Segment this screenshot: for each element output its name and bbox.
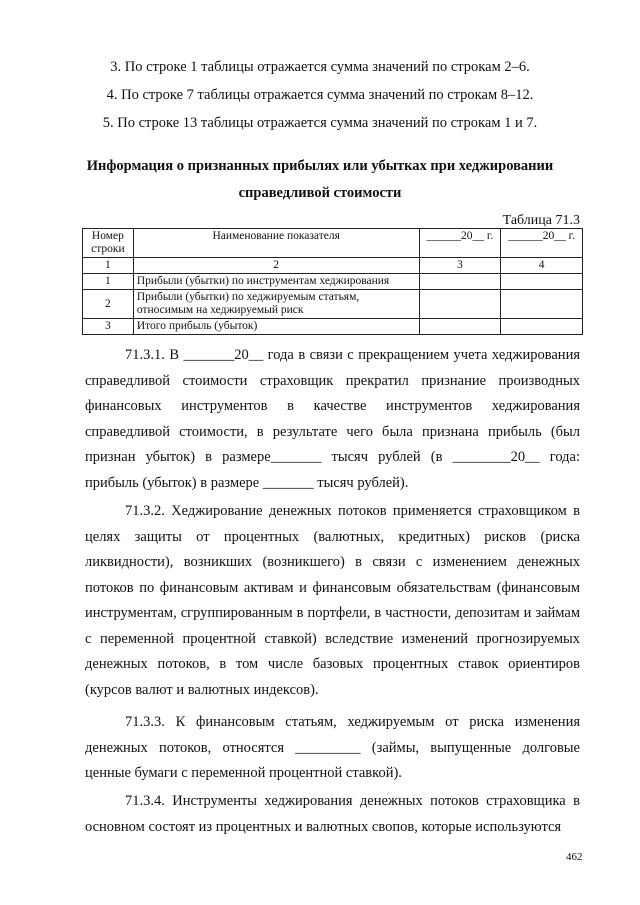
paragraph-71-3-3 <box>85 710 580 787</box>
table-caption: Таблица 71.3 <box>502 213 580 228</box>
table-row <box>83 274 583 290</box>
row-num: 3 <box>83 319 134 335</box>
paragraph-text: 71.3.2. Хеджирование денежных потоков применяется страховщиком в целях защиты от процентных (валютных, кредитных) рисков (риска ликвидности), возникших (возникшего) в связи с изменением денежных потоков по финансовым активам и финансовым обязательствам (финансовым инструментам, сгруппированным в портфели, в частности, депозитам и займам с переменной процентной ставкой) вследствие изменений прогнозируемых денежных потоков, в том числе базовых процентных ставок ориентиров (курсов валют и валютных индексов). <box>85 503 580 698</box>
paragraph-71-3-1 <box>85 343 580 496</box>
row-name: Итого прибыль (убыток) <box>133 319 419 335</box>
index-cell: 2 <box>133 258 419 274</box>
paragraph-text: 71.3.4. Инструменты хеджирования денежных потоков страховщика в основном состоят из процентных и валютных свопов, которые используются <box>85 793 580 835</box>
row-value-1 <box>419 319 501 335</box>
row-value-2 <box>501 274 583 290</box>
hedging-table <box>82 228 583 335</box>
row-name: Прибыли (убытки) по хеджируемым статьям, относимым на хеджируемый риск <box>133 290 419 319</box>
header-name: Наименование показателя <box>133 229 419 258</box>
row-num: 1 <box>83 274 134 290</box>
section-heading-line-2: справедливой стоимости <box>238 185 402 201</box>
table-index-row <box>83 258 583 274</box>
table-header-row <box>83 229 583 258</box>
row-num: 2 <box>83 290 134 319</box>
table-row <box>83 290 583 319</box>
paragraph-71-3-2 <box>85 499 580 703</box>
index-cell: 3 <box>419 258 501 274</box>
header-year-1: ______20__ г. <box>419 229 501 258</box>
paragraph-text: 71.3.3. К финансовым статьям, хеджируемым от риска изменения денежных потоков, относятся _________ (займы, выпущенные долговые ценные бумаги с переменной процентной ставкой). <box>85 714 580 781</box>
header-num: Номер строки <box>83 229 134 258</box>
row-value-2 <box>501 290 583 319</box>
row-name: Прибыли (убытки) по инструментам хеджирования <box>133 274 419 290</box>
intro-line-5: 5. По строке 13 таблицы отражается сумма значений по строкам 1 и 7. <box>102 115 538 131</box>
page-number: 462 <box>566 851 583 863</box>
table-row <box>83 319 583 335</box>
intro-line-3: 3. По строке 1 таблицы отражается сумма значений по строкам 2–6. <box>110 59 530 75</box>
row-value-2 <box>501 319 583 335</box>
row-value-1 <box>419 290 501 319</box>
row-value-1 <box>419 274 501 290</box>
index-cell: 1 <box>83 258 134 274</box>
header-year-2: ______20__ г. <box>501 229 583 258</box>
paragraph-text: 71.3.1. В _______20__ года в связи с прекращением учета хеджирования справедливой стоимости страховщик прекратил признание производных финансовых инструментов в качестве инструментов хеджирования справедливой стоимости, в результате чего была признана прибыль (был признан убыток) в размере_______ тысяч рублей (в ________20__ года: прибыль (убыток) в размере _______ тысяч рублей). <box>85 347 580 491</box>
paragraph-71-3-4 <box>85 789 580 840</box>
section-heading-line-1: Информация о признанных прибылях или убытках при хеджировании <box>86 158 554 174</box>
index-cell: 4 <box>501 258 583 274</box>
intro-line-4: 4. По строке 7 таблицы отражается сумма значений по строкам 8–12. <box>106 87 534 103</box>
